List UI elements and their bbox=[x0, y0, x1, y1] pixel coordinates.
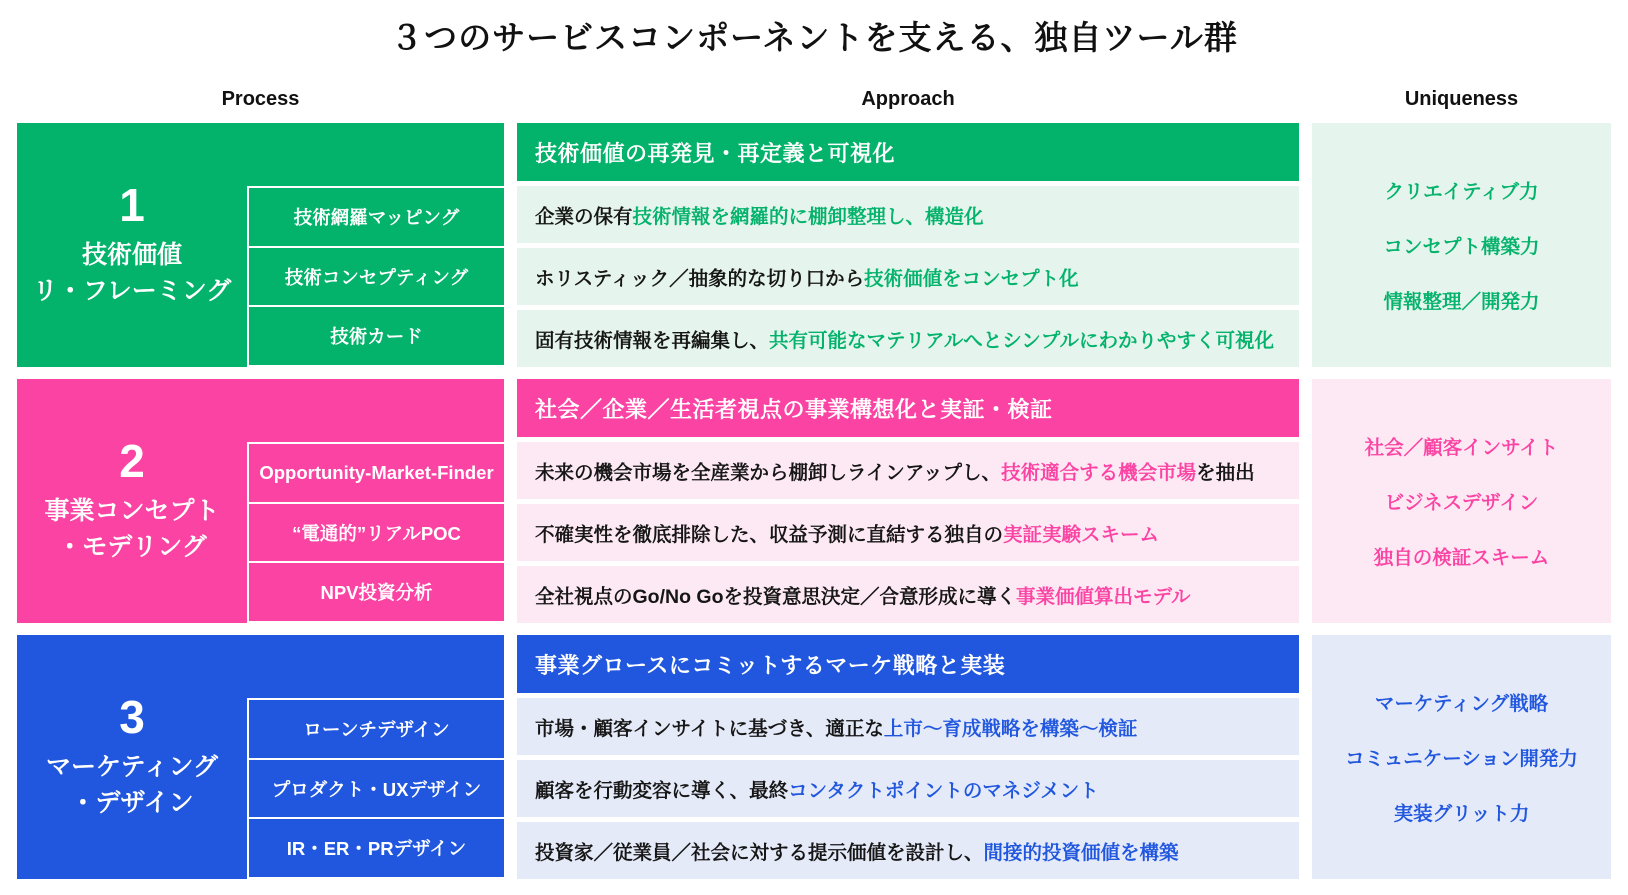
approach-column bbox=[517, 123, 1299, 367]
service-row-2 bbox=[17, 379, 1628, 623]
process-block bbox=[17, 635, 504, 879]
plain-text: 固有技術情報を再編集し、 bbox=[535, 329, 770, 352]
tool-item: ローンチデザイン bbox=[247, 698, 504, 760]
uniqueness-item: マーケティング戦略 bbox=[1374, 693, 1549, 715]
process-title-line: ・モデリング bbox=[57, 533, 207, 562]
tool-item: IR・ER・PRデザイン bbox=[247, 817, 504, 879]
highlighted-text: コンタクトポイントのマネジメント bbox=[788, 779, 1099, 802]
approach-row bbox=[517, 504, 1299, 561]
process-title-line: 事業コンセプト bbox=[44, 497, 220, 526]
uniqueness-panel bbox=[1312, 379, 1611, 623]
column-header-process: Process bbox=[221, 88, 300, 110]
tool-list bbox=[247, 698, 504, 879]
plain-text: 未来の機会市場を全産業から棚卸しラインアップし、 bbox=[535, 461, 1002, 484]
highlighted-text: 上市〜育成戦略を構築〜検証 bbox=[883, 717, 1138, 740]
approach-header: 事業グロースにコミットするマーケ戦略と実装 bbox=[517, 635, 1299, 693]
uniqueness-item: 社会／顧客インサイト bbox=[1364, 437, 1559, 459]
plain-text: 市場・顧客インサイトに基づき、適正な bbox=[535, 717, 884, 740]
approach-row bbox=[517, 248, 1299, 305]
uniqueness-panel bbox=[1312, 635, 1611, 879]
page-title: ３つのサービスコンポーネントを支える、独自ツール群 bbox=[390, 19, 1238, 56]
plain-text: 企業の保有 bbox=[535, 205, 633, 228]
plain-text: 投資家／従業員／社会に対する提示価値を設計し、 bbox=[535, 841, 984, 864]
process-title bbox=[33, 237, 232, 310]
uniqueness-item: コンセプト構築力 bbox=[1383, 236, 1540, 258]
highlighted-text: 間接的投資価値を構築 bbox=[983, 841, 1179, 864]
highlighted-text: 技術価値をコンセプト化 bbox=[864, 267, 1079, 290]
process-number: 1 bbox=[119, 179, 145, 232]
approach-row bbox=[517, 186, 1299, 243]
process-number: 3 bbox=[119, 691, 145, 744]
highlighted-text: 事業価値算出モデル bbox=[1016, 585, 1191, 608]
process-number: 2 bbox=[119, 435, 145, 488]
uniqueness-item: コミュニケーション開発力 bbox=[1345, 748, 1578, 770]
plain-text: 全社視点のGo/No Goを投資意思決定／合意形成に導く bbox=[535, 585, 1016, 608]
tool-list bbox=[247, 442, 504, 623]
tool-item: “電通的”リアルPOC bbox=[247, 502, 504, 564]
plain-text: 不確実性を徹底排除した、収益予測に直結する独自の bbox=[535, 523, 1004, 546]
service-row-3 bbox=[17, 635, 1628, 879]
approach-row bbox=[517, 822, 1299, 879]
plain-text: ホリスティック／抽象的な切り口から bbox=[535, 267, 865, 290]
highlighted-text: 技術情報を網羅的に棚卸整理し、構造化 bbox=[632, 205, 984, 228]
highlighted-text: 実証実験スキーム bbox=[1003, 523, 1160, 546]
service-row-1 bbox=[17, 123, 1628, 367]
approach-header: 技術価値の再発見・再定義と可視化 bbox=[517, 123, 1299, 181]
plain-text: を抽出 bbox=[1196, 461, 1255, 484]
process-title-line: 技術価値 bbox=[81, 241, 182, 270]
uniqueness-panel bbox=[1312, 123, 1611, 367]
approach-row bbox=[517, 698, 1299, 755]
approach-column bbox=[517, 635, 1299, 879]
process-label bbox=[17, 635, 247, 879]
process-title-line: ・デザイン bbox=[70, 789, 194, 818]
uniqueness-item: 実装グリット力 bbox=[1393, 803, 1530, 825]
tool-item: Opportunity-Market-Finder bbox=[247, 442, 504, 504]
uniqueness-item: 情報整理／開発力 bbox=[1383, 291, 1540, 313]
approach-row bbox=[517, 310, 1299, 367]
highlighted-text: 共有可能なマテリアルへとシンプルにわかりやすく可視化 bbox=[769, 329, 1274, 352]
column-header-uniqueness: Uniqueness bbox=[1404, 88, 1519, 110]
approach-column bbox=[517, 379, 1299, 623]
tool-list bbox=[247, 186, 504, 367]
approach-header: 社会／企業／生活者視点の事業構想化と実証・検証 bbox=[517, 379, 1299, 437]
process-title bbox=[44, 493, 219, 566]
process-title-line: リ・フレーミング bbox=[32, 277, 232, 306]
process-block bbox=[17, 379, 504, 623]
process-label bbox=[17, 379, 247, 623]
approach-row bbox=[517, 566, 1299, 623]
column-headers bbox=[17, 87, 1628, 111]
uniqueness-item: クリエイティブ力 bbox=[1384, 181, 1539, 203]
process-title-line: マーケティング bbox=[45, 753, 218, 782]
highlighted-text: 技術適合する機会市場 bbox=[1001, 461, 1197, 484]
uniqueness-item: 独自の検証スキーム bbox=[1373, 547, 1550, 569]
plain-text: 顧客を行動変容に導く、最終 bbox=[535, 779, 789, 802]
process-title bbox=[46, 749, 218, 822]
tool-item: プロダクト・UXデザイン bbox=[247, 758, 504, 820]
process-label bbox=[17, 123, 247, 367]
process-block bbox=[17, 123, 504, 367]
approach-row bbox=[517, 442, 1299, 499]
tool-item: NPV投資分析 bbox=[247, 561, 504, 623]
tool-item: 技術カード bbox=[247, 305, 504, 367]
column-header-approach: Approach bbox=[861, 88, 955, 110]
uniqueness-item: ビジネスデザイン bbox=[1384, 492, 1539, 514]
tool-item: 技術コンセプティング bbox=[247, 246, 504, 308]
tool-item: 技術網羅マッピング bbox=[247, 186, 504, 248]
service-grid bbox=[17, 123, 1628, 879]
approach-row bbox=[517, 760, 1299, 817]
